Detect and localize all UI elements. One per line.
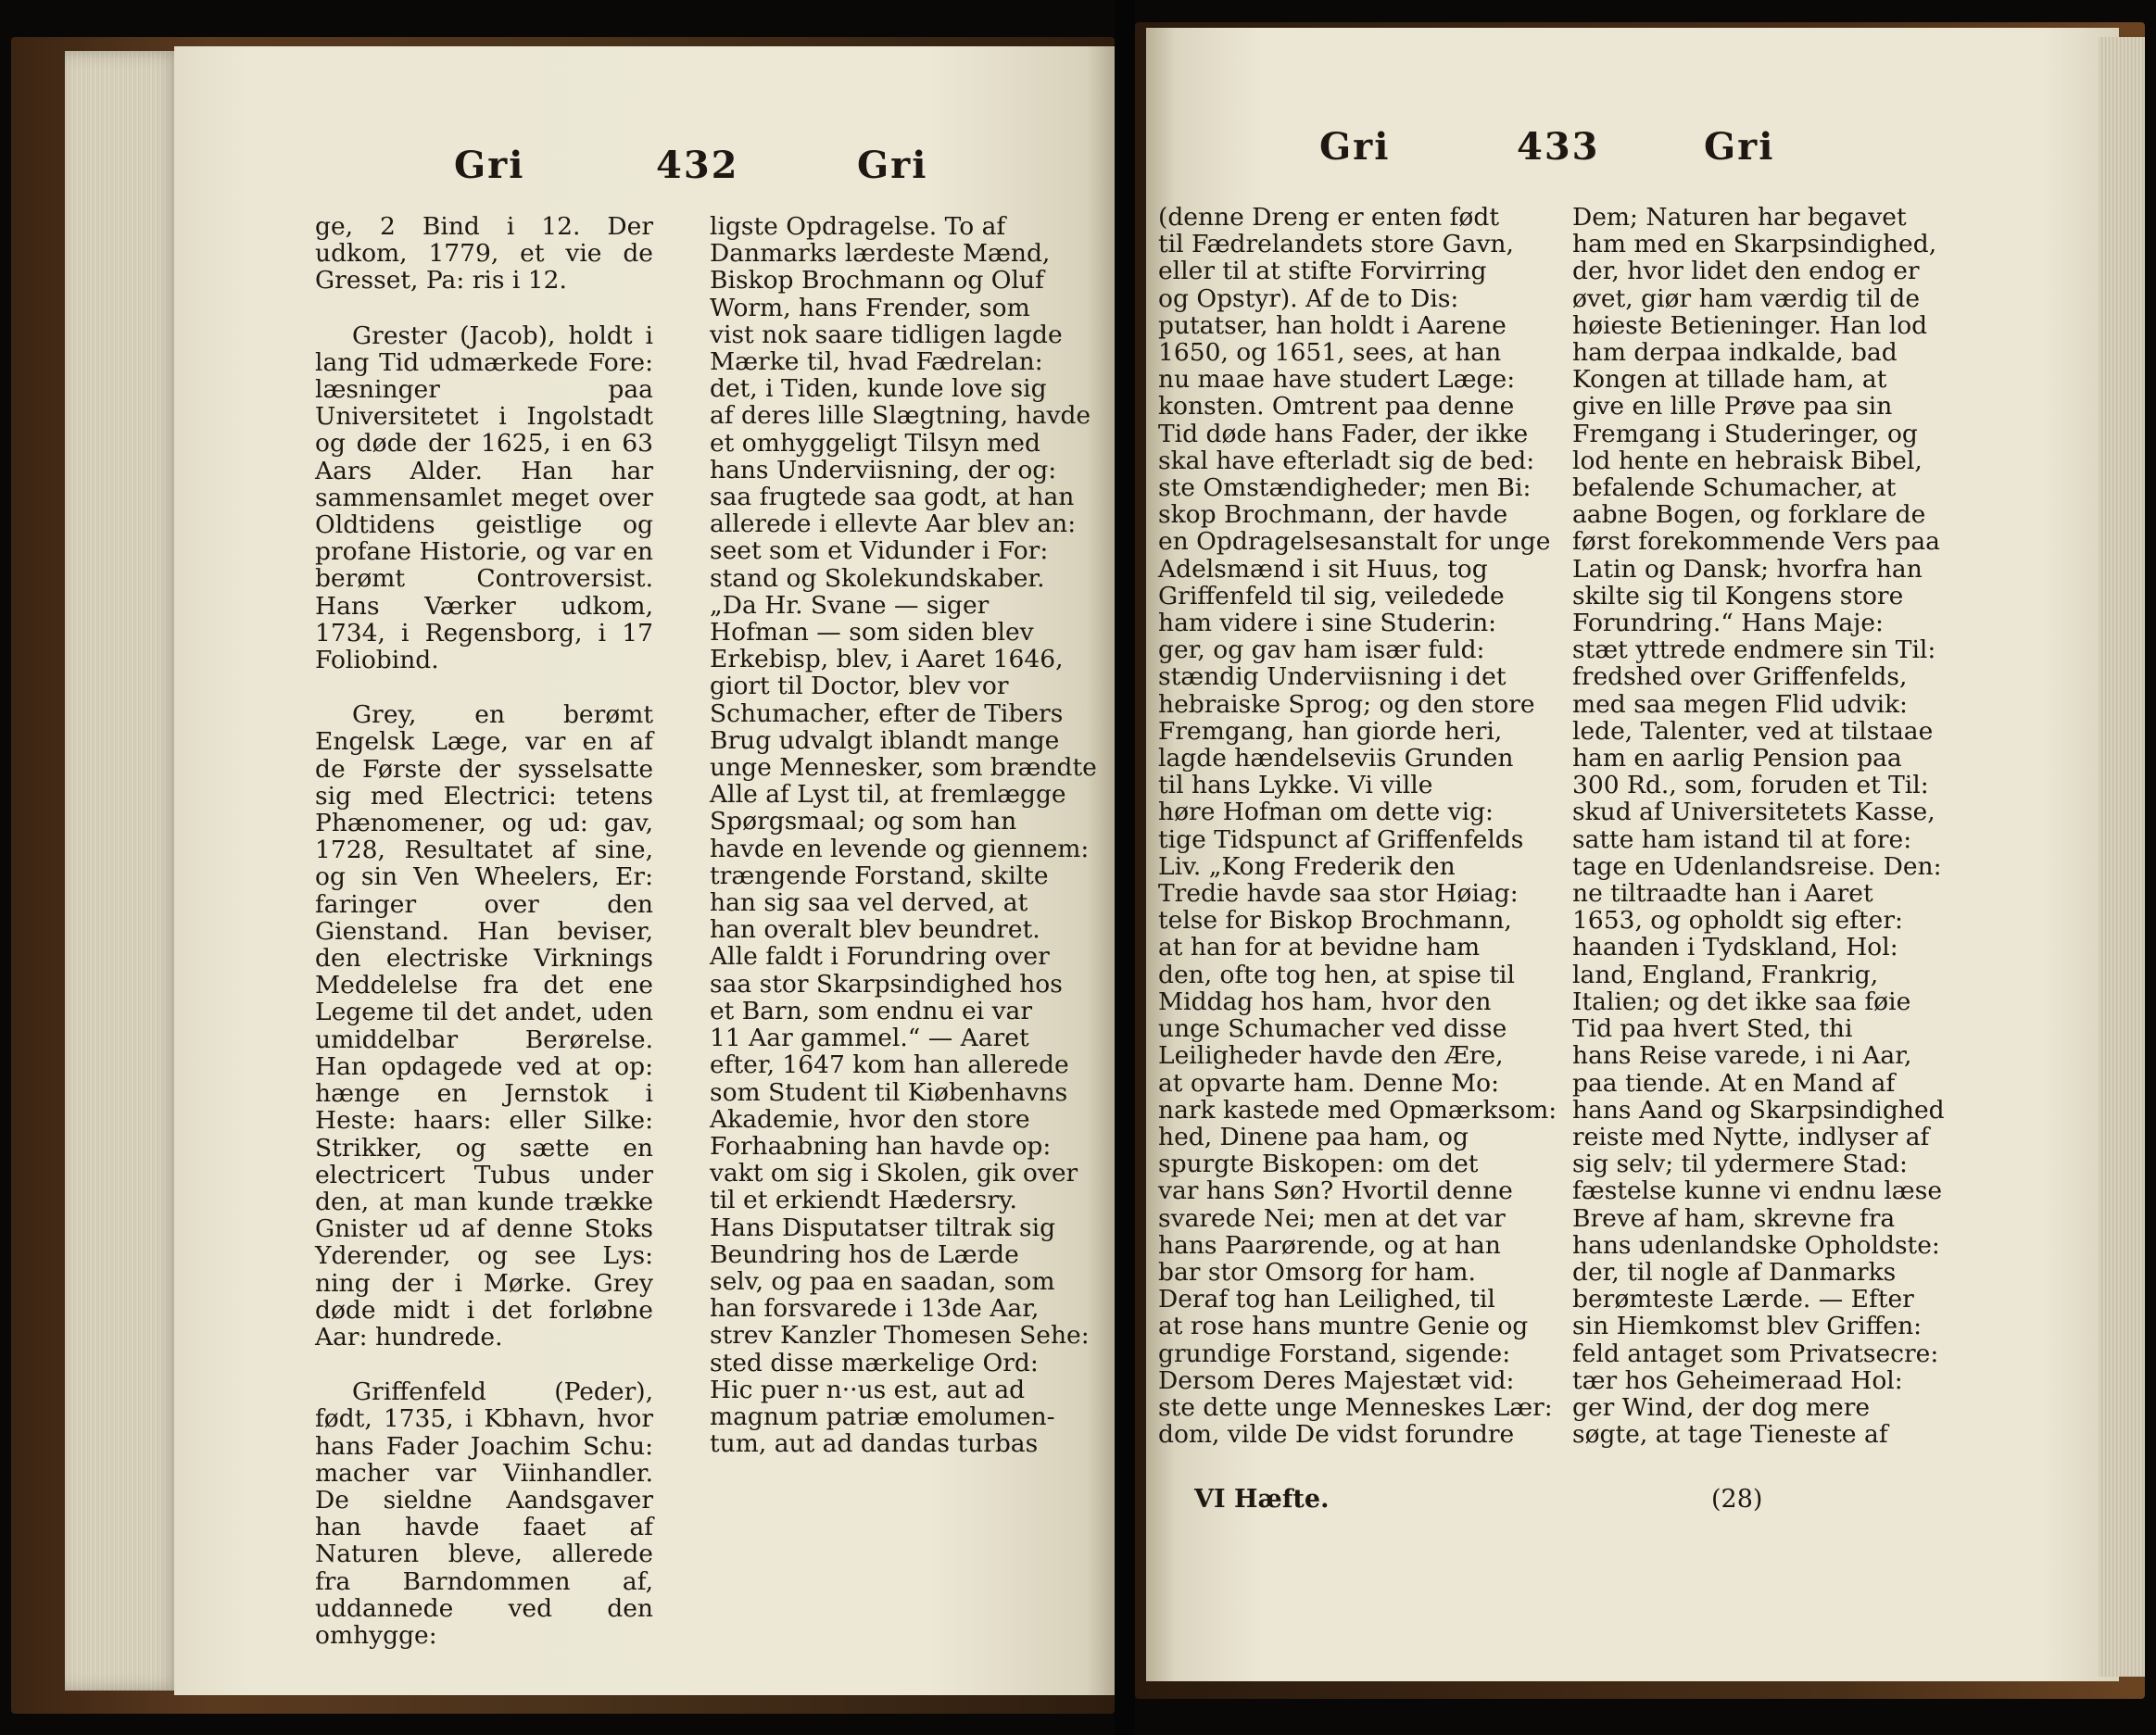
left-col2-line: Hans Disputatser tiltrak sig [710,1213,1056,1242]
left-col2-line: han sig saa vel derved, at [710,888,1028,918]
right-col2-line: fredshed over Griffenfelds, [1572,662,1908,692]
right-col2-line: feld antaget som Privatsecre: [1572,1339,1939,1368]
left-col2-line: Hofman — som siden blev [710,618,1034,647]
right-page-header [1146,125,2119,190]
left-col2-line: som Student til Kiøbenhavns [710,1077,1068,1107]
right-col2-line: land, England, Frankrig, [1572,960,1879,989]
right-col2-line: sin Hiemkomst blev Griffen: [1572,1312,1923,1341]
right-col2-line: der, til nogle af Danmarks [1572,1257,1897,1287]
left-col2-line: et omhyggeligt Tilsyn med [710,428,1040,458]
left-col2-line: af deres lille Slægtning, havde [710,401,1091,431]
right-page [1146,28,2119,1681]
left-col2-line: trængende Forstand, skilte [710,861,1049,890]
right-col1-line: konsten. Omtrent paa denne [1158,392,1515,421]
right-col2-line: ne tiltraadte han i Aaret [1572,879,1873,909]
right-col1-line: til hans Lykke. Vi ville [1158,771,1433,800]
right-col1-line: dom, vilde De vidst forundre [1158,1420,1515,1450]
entry-griffenfeld: Griffenfeld (Peder), født, 1735, i Kbhavn, hvor hans Fader Joachim Schu: macher var Viinhandler. De sieldne Aandsgaver han havde faaet af Naturen bleve, allerede fra Barndommen af, uddannede ved den omhygge: [315,1377,653,1650]
right-col1-line: eller til at stifte Forvirring [1158,257,1487,286]
right-page-number: 433 [1517,125,1600,169]
left-col2-line: tum, aut ad dandas turbas [710,1429,1039,1459]
left-col2-line: allerede i ellevte Aar blev an: [710,509,1077,539]
right-col2-line: 1653, og opholdt sig efter: [1572,906,1903,936]
left-col2-line: Akademie, hvor den store [710,1104,1030,1134]
right-col2-line: haanden i Tydskland, Hol: [1572,933,1898,962]
left-col2-line: saa frugtede saa godt, at han [710,483,1075,512]
left-col2-line: Erkebisp, blev, i Aaret 1646, [710,645,1064,674]
sheet-number: (28) [1711,1485,1763,1514]
left-col2-line: Mærke til, hvad Fædrelan: [710,347,1043,377]
left-col2-line: giort til Doctor, blev vor [710,672,1009,701]
right-col2-line: ham med en Skarpsindighed, [1572,230,1937,259]
right-page-photo [1135,0,2156,1735]
left-col2-line: til et erkiendt Hædersry. [710,1186,1017,1215]
left-col2-line: Spørgsmaal; og som han [710,807,1017,836]
right-col1-line: hed, Dinene paa ham, og [1158,1122,1469,1151]
right-col1-line: bar stor Omsorg for ham. [1158,1257,1476,1287]
right-col1-line: og Opstyr). Af de to Dis: [1158,283,1459,313]
right-col1-line: Adelsmænd i sit Huus, tog [1158,554,1488,584]
left-col2-line: magnum patriæ emolumen- [710,1402,1055,1431]
left-col2-line: havde en levende og giennem: [710,834,1090,863]
right-col2-line: Fremgang i Studeringer, og [1572,419,1918,448]
right-col2-line: med saa megen Flid udvik: [1572,689,1908,719]
right-col2-line: fæstelse kunne vi endnu læse [1572,1176,1943,1206]
right-col1-line: at han for at bevidne ham [1158,933,1481,962]
right-col2-line: 300 Rd., som, foruden et Til: [1572,771,1929,800]
right-col1-line: var hans Søn? Hvortil denne [1158,1176,1513,1206]
left-col2-line: Danmarks lærdeste Mænd, [710,239,1051,269]
page-edges-right [2099,37,2145,1677]
entry-grey: Grey, en berømt Engelsk Læge, var en af de Første der sysselsatte sig med Electrici: tetens Phænomener, og ud: gav, 1728, Resultatet af sine, og sin Ven Wheelers, Er: faringer over den Gienstand. Han beviser, den electriske Virknings Meddelelse fra det ene Legeme til det andet, uden umiddelbar Berørelse. Han opdagede ved at op: hænge en Jernstok i Heste: haars: eller Silke: Strikker, og sætte en electricert Tubus under den, at man kunde trække Gnister ud af denne Stoks Yderender, og see Lys: ning der i Mørke. Grey døde midt i det forløbne Aar: hundrede. [315,700,653,1352]
left-col2-line: Schumacher, efter de Tibers [710,698,1064,728]
left-col2-line: Hic puer n··us est, aut ad [710,1375,1026,1404]
left-col2-line: selv, og paa en saadan, som [710,1266,1055,1296]
right-col1-line: nark kastede med Opmærksom: [1158,1095,1557,1125]
entry-continuation: ge, 2 Bind i 12. Der udkom, 1779, et vie de Gresset, Pa: ris i 12. [315,212,653,295]
right-col2-line: øvet, giør ham værdig til de [1572,283,1921,313]
right-col1-line: at opvarte ham. Denne Mo: [1158,1068,1500,1098]
right-col1-line: ham videre i sine Studerin: [1158,609,1497,638]
right-col2-line: hans Reise varede, i ni Aar, [1572,1041,1912,1071]
right-col2-line: berømteste Lærde. — Efter [1572,1285,1914,1314]
left-col2-line: Alle af Lyst til, at fremlægge [710,780,1066,810]
right-col1-line: nu maae have studert Læge: [1158,365,1516,395]
right-col1-line: høre Hofman om dette vig: [1158,798,1494,827]
right-col1-line: Leiligheder havde den Ære, [1158,1041,1504,1071]
left-running-head-right: Gri [857,144,928,187]
right-col2-line: Kongen at tillade ham, at [1572,365,1887,395]
right-col2-line: ger Wind, der dog mere [1572,1392,1871,1422]
right-col2-line: skud af Universitetets Kasse, [1572,798,1935,827]
right-col1-line: den, ofte tog hen, at spise til [1158,960,1515,989]
right-col1-line: at rose hans muntre Genie og [1158,1312,1529,1341]
right-col2-line: skilte sig til Kongens store [1572,581,1904,610]
right-col2-line: høieste Betieninger. Han lod [1572,310,1928,340]
right-col1-line: Deraf tog han Leilighed, til [1158,1285,1495,1314]
left-col2-line: han overalt blev beundret. [710,915,1040,945]
right-page-column-2 [1572,203,1945,1450]
left-col2-line: Worm, hans Frender, som [710,293,1030,322]
left-col2-line: han forsvarede i 13de Aar, [710,1294,1040,1324]
right-page-column-1 [1158,203,1557,1450]
right-col1-line: Tid døde hans Fader, der ikke [1158,419,1529,448]
right-col1-line: 1650, og 1651, sees, at han [1158,338,1502,368]
left-col2-line: vist nok saare tidligen lagde [710,320,1063,349]
right-col1-line: en Opdragelsesanstalt for unge [1158,527,1551,557]
right-col2-line: lod hente en hebraisk Bibel, [1572,446,1923,475]
right-col1-line: Liv. „Kong Frederik den [1158,851,1456,881]
right-col2-line: befalende Schumacher, at [1572,473,1897,503]
right-col1-line: putatser, han holdt i Aarene [1158,310,1507,340]
right-col2-line: aabne Bogen, og forklare de [1572,500,1926,530]
right-col1-line: Griffenfeld til sig, veiledede [1158,581,1505,610]
right-col1-line: stændig Underviisning i det [1158,662,1507,692]
left-col2-line: et Barn, som endnu ei var [710,996,1033,1025]
right-col1-line: ger, og gav ham især fuld: [1158,635,1485,665]
page-edges-left [65,51,181,1691]
right-col2-line: satte ham istand til at fore: [1572,824,1912,854]
right-col1-line: grundige Forstand, sigende: [1158,1339,1511,1368]
right-running-head-left: Gri [1319,125,1391,169]
right-col2-line: lede, Talenter, ved at tilstaae [1572,716,1934,746]
left-col2-line: vakt om sig i Skolen, gik over [710,1159,1078,1188]
left-col2-line: efter, 1647 kom han allerede [710,1050,1069,1080]
right-col1-line: telse for Biskop Brochmann, [1158,906,1512,936]
right-col2-line: Breve af ham, skrevne fra [1572,1203,1896,1233]
right-col2-line: ham derpaa indkalde, bad [1572,338,1898,368]
right-col1-line: hebraiske Sprog; og den store [1158,689,1535,719]
right-col1-line: spurgte Biskopen: om det [1158,1150,1479,1179]
right-col1-line: tige Tidspunct af Griffenfelds [1158,824,1524,854]
right-col2-line: Tid paa hvert Sted, thi [1572,1014,1853,1044]
right-col2-line: hans udenlandske Opholdste: [1572,1230,1940,1260]
right-col2-line: sig selv; til ydermere Stad: [1572,1150,1908,1179]
right-col2-line: ham en aarlig Pension paa [1572,744,1902,773]
right-col2-line: give en lille Prøve paa sin [1572,392,1893,421]
right-col1-line: unge Schumacher ved disse [1158,1014,1507,1044]
right-col1-line: (denne Dreng er enten født [1158,203,1499,232]
right-col2-line: Latin og Dansk; hvorfra han [1572,554,1923,584]
left-col2-line: unge Mennesker, som brændte [710,753,1097,783]
left-col2-line: Brug udvalgt iblandt mange [710,725,1060,755]
left-page-column-1 [315,213,653,1649]
right-col1-line: lagde hændelseviis Grunden [1158,744,1514,773]
right-col2-line: Forundring.“ Hans Maje: [1572,609,1884,638]
right-col1-line: til Fædrelandets store Gavn, [1158,230,1514,259]
left-col2-line: Biskop Brochmann og Oluf [710,266,1044,295]
signature-mark: VI Hæfte. [1194,1485,1330,1514]
right-col2-line: søgte, at tage Tieneste af [1572,1420,1888,1450]
right-col1-line: skop Brochmann, der havde [1158,500,1508,530]
right-col1-line: Dersom Deres Majestæt vid: [1158,1365,1515,1395]
left-col2-line: sted disse mærkelige Ord: [710,1348,1039,1377]
right-col2-line: tage en Udenlandsreise. Den: [1572,851,1942,881]
entry-grester: Grester (Jacob), holdt i lang Tid udmærkede Fore: læsninger paa Universitetet i Ingolstadt og døde der 1625, i en 63 Aars Alder. Han har sammensamlet meget over Oldtidens geistlige og profane Historie, og var en berømt Controversist. Hans Værker udkom, 1734, i Regensborg, i 17 Foliobind. [315,321,653,675]
right-col2-line: reiste med Nytte, indlyser af [1572,1122,1930,1151]
left-col2-line: seet som et Vidunder i For: [710,536,1049,566]
right-col2-line: stæt yttrede endmere sin Til: [1572,635,1936,665]
left-col2-line: „Da Hr. Svane — siger [710,590,990,620]
right-col1-line: Tredie havde saa stor Høiag: [1158,879,1519,909]
left-page-header [174,144,1115,208]
right-col2-line: tær hos Geheimeraad Hol: [1572,1365,1903,1395]
right-col2-line: hans Aand og Skarpsindighed [1572,1095,1945,1125]
right-col1-line: skal have efterladt sig de bed: [1158,446,1535,475]
left-page [174,46,1115,1695]
left-col2-line: strev Kanzler Thomesen Sehe: [710,1321,1090,1351]
right-col2-line: Dem; Naturen har begavet [1572,203,1907,232]
left-col2-line: Beundring hos de Lærde [710,1239,1019,1269]
right-col1-line: svarede Nei; men at det var [1158,1203,1506,1233]
right-col1-line: Fremgang, han giorde heri, [1158,716,1503,746]
left-page-column-2 [710,212,1097,1459]
right-col2-line: der, hvor lidet den endog er [1572,257,1920,286]
left-running-head-left: Gri [454,144,525,187]
right-col2-line: Italien; og det ikke saa føie [1572,987,1911,1016]
right-col1-line: ste Omstændigheder; men Bi: [1158,473,1532,503]
right-col1-line: hans Paarørende, og at han [1158,1230,1501,1260]
left-col2-line: 11 Aar gammel.“ — Aaret [710,1024,1029,1053]
right-col2-line: først forekommende Vers paa [1572,527,1940,557]
left-col2-line: Forhaabning han havde op: [710,1131,1052,1161]
right-running-head-right: Gri [1704,125,1775,169]
left-col2-line: saa stor Skarpsindighed hos [710,969,1063,999]
left-col2-line: Alle faldt i Forundring over [710,942,1050,972]
left-col2-line: hans Underviisning, der og: [710,455,1057,484]
right-col1-line: Middag hos ham, hvor den [1158,987,1492,1016]
left-col2-line: stand og Skolekundskaber. [710,563,1045,593]
right-col1-line: ste dette unge Menneskes Lær: [1158,1392,1553,1422]
left-col2-line: ligste Opdragelse. To af [710,212,1006,241]
left-page-number: 432 [656,144,739,187]
left-col2-line: det, i Tiden, kunde love sig [710,374,1047,404]
right-col2-line: paa tiende. At en Mand af [1572,1068,1896,1098]
